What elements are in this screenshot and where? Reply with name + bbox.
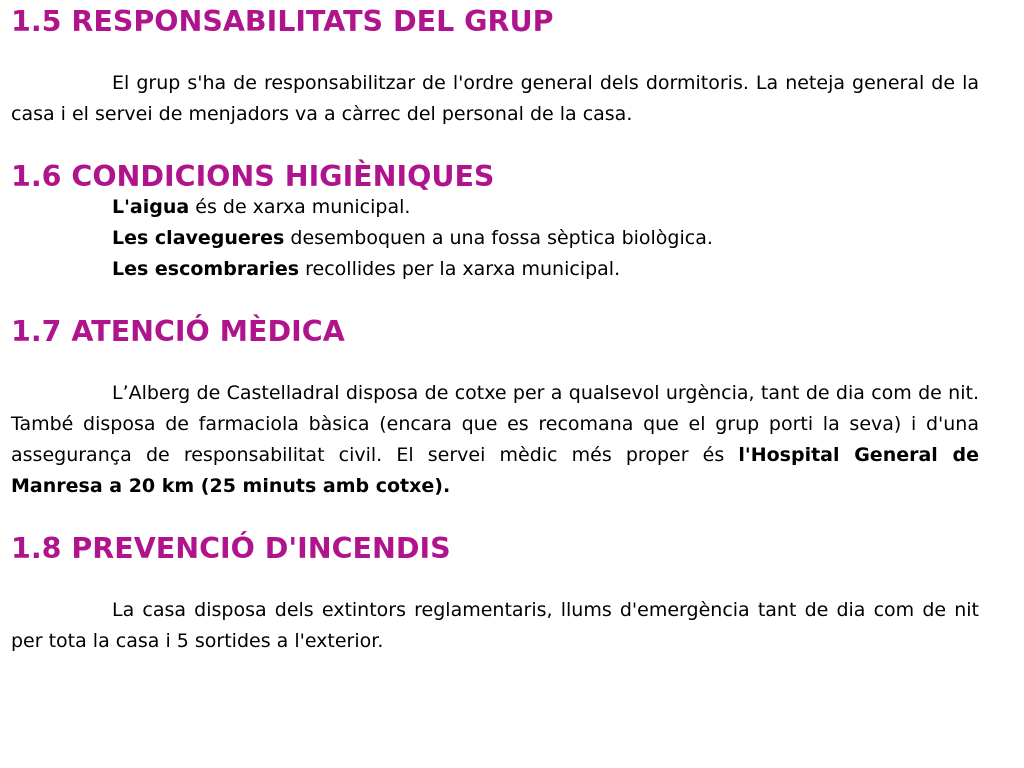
heading-condicions-higieniques: 1.6 CONDICIONS HIGIÈNIQUES — [11, 160, 495, 193]
paragraph-responsabilitats: El grup s'ha de responsabilitzar de l'ordre general dels dormitoris. La neteja general de la casa i el servei de menjadors va a càrrec del personal de la casa. — [11, 72, 979, 125]
item-escombraries — [11, 254, 979, 285]
term-escombraries: Les escombraries — [112, 258, 300, 280]
text-escombraries: recollides per la xarxa municipal. — [299, 258, 621, 280]
term-aigua: L'aigua — [112, 196, 190, 218]
spacer — [11, 37, 979, 68]
spacer — [11, 347, 979, 378]
spacer — [11, 285, 979, 316]
hospital-info: l'Hospital General de Manresa a 20 km (25 minuts amb cotxe). — [11, 444, 979, 497]
document-page — [11, 6, 979, 657]
text-aigua: és de xarxa municipal. — [189, 196, 411, 218]
paragraph-atencio-medica — [11, 378, 979, 502]
paragraph-prevencio-incendis: La casa disposa dels extintors reglamentaris, llums d'emergència tant de dia com de nit per tota la casa i 5 sortides a l'exterior. — [11, 599, 979, 652]
item-aigua — [11, 192, 979, 223]
text-atencio-medica: L’Alberg de Castelladral disposa de cotxe per a qualsevol urgència, tant de dia com de nit. També disposa de farmaciola bàsica (encara que es recomana que el grup porti la seva) i d'una assegurança de responsabilitat civil. El servei mèdic més proper és — [11, 382, 979, 466]
term-clavegueres: Les clavegueres — [112, 227, 285, 249]
text-clavegueres: desemboquen a una fossa sèptica biològica. — [284, 227, 713, 249]
spacer — [11, 564, 979, 595]
spacer — [11, 130, 979, 161]
heading-prevencio-incendis: 1.8 PREVENCIÓ D'INCENDIS — [11, 532, 451, 565]
heading-atencio-medica: 1.7 ATENCIÓ MÈDICA — [11, 315, 345, 348]
heading-responsabilitats: 1.5 RESPONSABILITATS DEL GRUP — [11, 5, 554, 38]
spacer — [11, 502, 979, 533]
item-clavegueres — [11, 223, 979, 254]
